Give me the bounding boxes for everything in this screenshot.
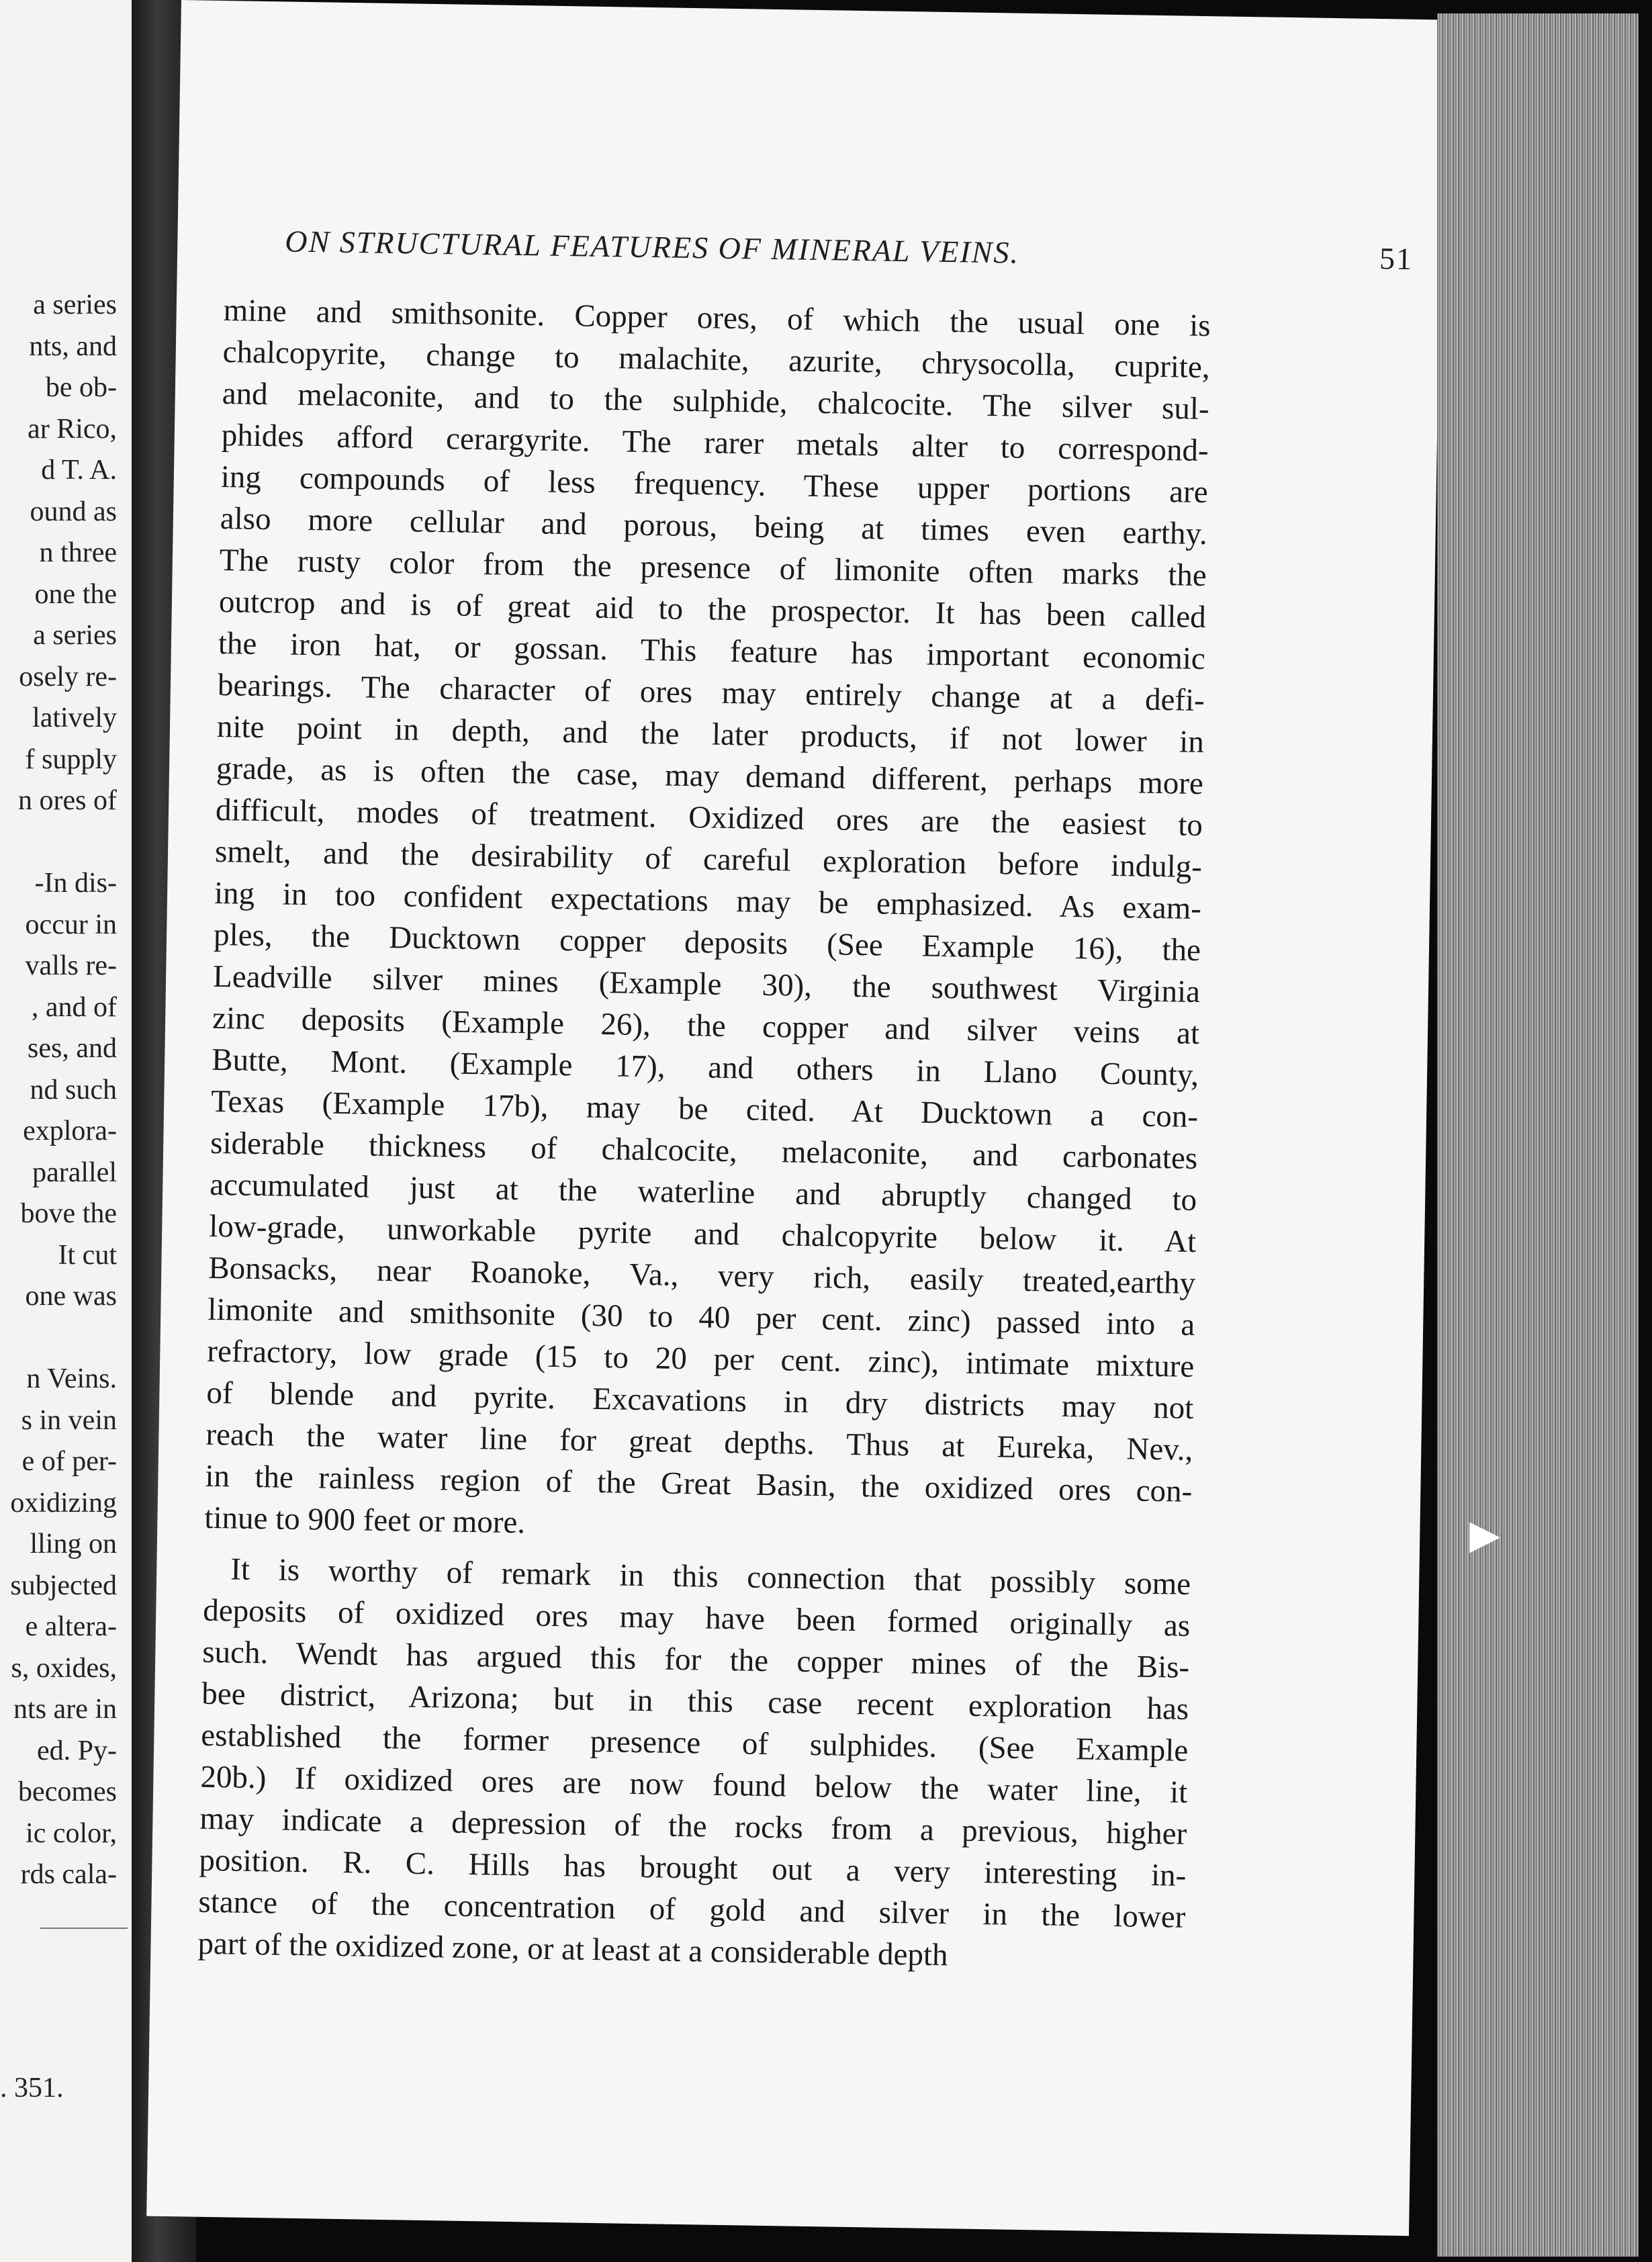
body-text-line: established the former presence of sulphides. (See Example (201, 1717, 1189, 1768)
body-text-line: ing compounds of less frequency. These upper portions are (220, 459, 1209, 510)
facing-page-text-fragment: ar Rico, (28, 414, 117, 445)
facing-page-text-fragment: e of per- (21, 1446, 117, 1477)
facing-page-text-fragment: n Veins. (26, 1363, 117, 1394)
body-text-line: such. Wendt has argued this for the copper mines of the Bis- (201, 1634, 1190, 1685)
facing-page-text-fragment: nd such (30, 1075, 117, 1105)
body-text-line: 20b.) If oxidized ores are now found below the water line, it (200, 1759, 1188, 1810)
body-text-line: ing in too confident expectations may be emphasized. As exam- (214, 875, 1202, 927)
facing-page-text-fragment: -In dis- (34, 868, 117, 899)
facing-page-text-fragment: oxidizing (10, 1488, 117, 1519)
facing-page-text-fragment: nts are in (13, 1694, 117, 1725)
body-text-line: grade, as is often the case, may demand different, perhaps more (216, 750, 1204, 802)
body-text-line: in the rainless region of the Great Basin, the oxidized ores con- (205, 1458, 1193, 1509)
facing-page-text-fragment: rds cala- (20, 1859, 117, 1890)
body-text-line: of blende and pyrite. Excavations in dry districts may not (206, 1375, 1194, 1426)
facing-page-text-fragment: lling on (30, 1529, 117, 1559)
facing-page-text-fragment: osely re- (19, 662, 117, 692)
body-text-line: bearings. The character of ores may entirely change at a defi- (217, 667, 1205, 719)
body-text-line: part of the oxidized zone, or at least at a considerable depth (197, 1926, 948, 1973)
body-text-line: chalcopyrite, change to malachite, azurite, chrysocolla, cuprite, (222, 334, 1211, 386)
facing-page-text-fragment: d T. A. (41, 455, 117, 486)
body-text-line: bee district, Arizona; but in this case recent exploration has (201, 1676, 1189, 1727)
facing-page-text-fragment: ic color, (26, 1818, 117, 1849)
body-text-line: zinc deposits (Example 26), the copper and silver veins at (212, 1000, 1200, 1051)
body-text-line: limonite and smithsonite (30 to 40 per cent. zinc) passed into a (207, 1292, 1195, 1343)
book-page-edges (1437, 13, 1639, 2257)
body-text-line: also more cellular and porous, being at times even earthy. (220, 501, 1208, 552)
facing-page-text-fragment: s in vein (21, 1405, 117, 1436)
facing-page-text-fragment: It cut (58, 1240, 117, 1271)
facing-page-text-fragment: e altera- (25, 1611, 117, 1642)
body-text-line: reach the water line for great depths. Thus at Eureka, Nev., (205, 1416, 1193, 1467)
body-text-line: the iron hat, or gossan. This feature has important economic (218, 625, 1206, 677)
body-text-line: nite point in depth, and the later products, if not lower in (216, 709, 1205, 760)
facing-page-left (0, 0, 134, 2262)
facing-page-text-fragment: s, oxides, (11, 1653, 117, 1684)
body-text-line: tinue to 900 feet or more. (204, 1500, 526, 1541)
body-text-line: smelt, and the desirability of careful exploration before indulg- (214, 833, 1203, 885)
facing-page-text-fragment: n three (39, 537, 117, 568)
footnote-rule (40, 1928, 128, 1929)
facing-page-footnote: . 351. (0, 2073, 64, 2103)
facing-page-text-fragment: latively (32, 703, 117, 733)
facing-page-text-fragment: a series (33, 289, 117, 320)
running-head-title: ON STRUCTURAL FEATURES OF MINERAL VEINS. (284, 224, 1020, 270)
facing-page-text-fragment: valls re- (25, 950, 117, 981)
facing-page-text-fragment: bove the (20, 1198, 117, 1229)
facing-page-text-fragment: explora- (23, 1116, 117, 1146)
facing-page-text-fragment: one was (25, 1281, 117, 1312)
body-text-line: difficult, modes of treatment. Oxidized ores are the easiest to (215, 792, 1203, 844)
facing-page-text-fragment: ed. Py- (37, 1735, 117, 1766)
body-text-line: Butte, Mont. (Example 17), and others in Llano County, (211, 1042, 1199, 1093)
facing-page-text-fragment: ses, and (28, 1033, 117, 1064)
body-text-line: Texas (Example 17b), may be cited. At Ducktown a con- (210, 1083, 1199, 1134)
facing-page-text-fragment: occur in (25, 909, 117, 940)
facing-page-text-fragment: f supply (25, 744, 117, 775)
pointer-icon: ▶ (1469, 1512, 1501, 1557)
body-text-line: outcrop and is of great aid to the prospector. It has been called (218, 584, 1207, 635)
facing-page-text-fragment: a series (33, 620, 117, 651)
body-text-line: ples, the Ducktown copper deposits (See Example 16), the (213, 917, 1201, 968)
body-text-line: refractory, low grade (15 to 20 per cent. zinc), intimate mixture (206, 1333, 1195, 1384)
running-head (285, 223, 1414, 281)
body-text-line: Bonsacks, near Roanoke, Va., very rich, easily treated,earthy (208, 1250, 1196, 1301)
body-text-line: phides afford cerargyrite. The rarer metals alter to correspond- (221, 418, 1209, 469)
body-text-line: position. R. C. Hills has brought out a very interesting in- (199, 1842, 1187, 1893)
body-text-line: Leadville silver mines (Example 30), the southwest Virginia (212, 958, 1201, 1010)
body-text-line: stance of the concentration of gold and silver in the lower (198, 1884, 1186, 1935)
body-text-line: siderable thickness of chalcocite, melaconite, and carbonates (210, 1125, 1198, 1176)
facing-page-text-fragment: , and of (31, 992, 117, 1023)
body-text-line: It is worthy of remark in this connection that possibly some (230, 1551, 1191, 1602)
body-text-line: mine and smithsonite. Copper ores, of which the usual one is (223, 293, 1211, 344)
facing-page-text-fragment: parallel (32, 1157, 117, 1188)
facing-page-text-fragment: be ob- (45, 372, 117, 403)
facing-page-text-fragment: ound as (30, 496, 117, 527)
page-51 (146, 0, 1444, 2236)
facing-page-text-fragment: n ores of (18, 785, 117, 816)
facing-page-text-fragment: nts, and (29, 331, 117, 362)
body-text-line: and melaconite, and to the sulphide, chalcocite. The silver sul- (222, 376, 1210, 427)
page-number: 51 (1379, 241, 1414, 276)
body-text-line: may indicate a depression of the rocks from a previous, higher (199, 1801, 1187, 1852)
body-text-line: low-grade, unworkable pyrite and chalcopyrite below it. At (208, 1208, 1197, 1259)
body-text-line: accumulated just at the waterline and abruptly changed to (209, 1167, 1197, 1218)
facing-page-text-fragment: subjected (10, 1570, 117, 1601)
body-text-line: The rusty color from the presence of limonite often marks the (219, 542, 1207, 594)
facing-page-text-fragment: one the (34, 579, 117, 610)
body-text-line: deposits of oxidized ores may have been formed originally as (202, 1592, 1191, 1643)
facing-page-text-fragment: becomes (18, 1776, 117, 1807)
